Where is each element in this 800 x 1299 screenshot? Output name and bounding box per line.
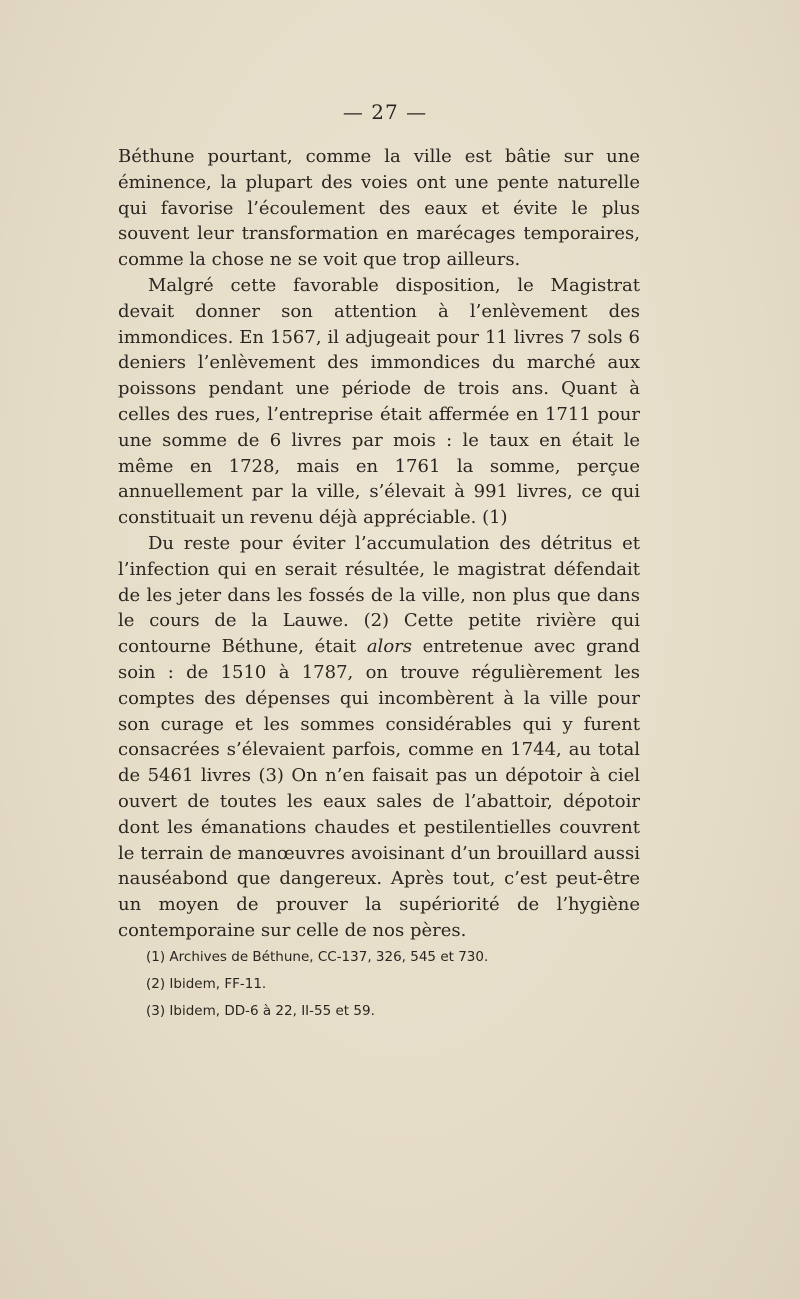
footnotes: [146, 944, 586, 1025]
body-text: [118, 144, 640, 944]
paragraph-1: Béthune pourtant, comme la ville est bâtie sur une éminence, la plupart des voies ont une pente naturelle qui favorise l’écoulement des eaux et évite le plus souvent leur transformation en marécages temporaires, comme la chose ne se voit que trop ailleurs.: [118, 146, 640, 271]
paragraph-3-italic-word: alors: [366, 636, 412, 658]
paragraph-3-text-before: Du reste pour éviter l’accumulation des détritus et l’infection qui en serait résultée, le magistrat défendait de les jeter dans les fossés de la ville, non plus que dans le cours de la Lauwe. (2) Cette petite rivière qui contourne Béthune, était: [118, 532, 640, 658]
footnote-1: (1) Archives de Béthune, CC-137, 326, 545 et 730.: [146, 949, 489, 965]
paragraph-2: Malgré cette favorable disposition, le Magistrat devait donner son attention à l’enlèvement des immondices. En 1567, il adjugeait pour 11 livres 7 sols 6 deniers l’enlèvement des immondices du marché aux poissons pendant une période de trois ans. Quant à celles des rues, l’entreprise était affermée en 1711 pour une somme de 6 livres par mois : le taux en était le même en 1728, mais en 1761 la somme, perçue annuellement par la ville, s’élevait à 991 livres, ce qui constituait un revenu déjà appréciable. (1): [118, 274, 640, 529]
footnote-2: (2) Ibidem, FF-11.: [146, 976, 267, 992]
footnote-3: (3) Ibidem, DD-6 à 22, II-55 et 59.: [146, 1003, 375, 1019]
paragraph-3: [118, 531, 640, 944]
paragraph-3-text-after: entretenue avec grand soin : de 1510 à 1787, on trouve régulièrement les comptes des dépenses qui incombèrent à la ville pour son curage et les sommes considérables qui y furent consacrées s’élevaient parfois, comme en 1744, au total de 5461 livres (3) On n’en faisait pas un dépotoir à ciel ouvert de toutes les eaux sales de l’abattoir, dépotoir dont les émanations chaudes et pestilentielles couvrent le terrain de manœuvres avoisinant d’un brouillard aussi nauséabond que dangereux. Après tout, c’est peut-être un moyen de prouver la supériorité de l’hygiène contemporaine sur celle de nos pères.: [118, 636, 640, 941]
page-number: — 27 —: [342, 100, 428, 124]
